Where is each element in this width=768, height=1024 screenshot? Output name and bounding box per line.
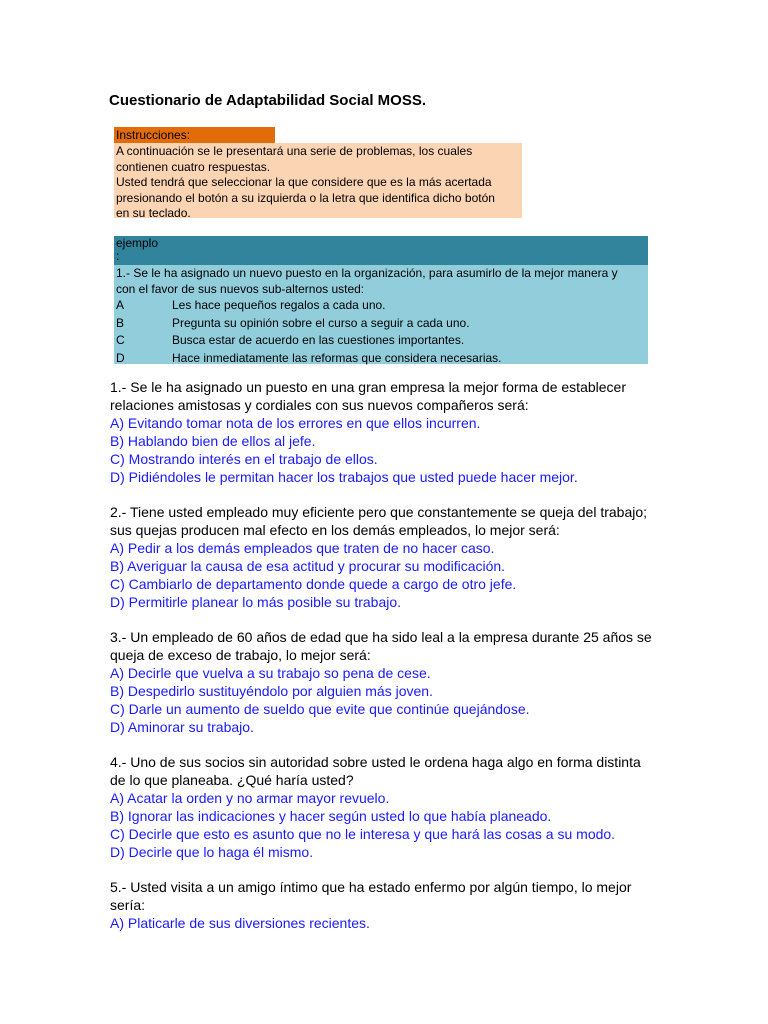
example-question-line: con el favor de sus nuevos sub-alternos usted: [116, 282, 365, 296]
question-text: queja de exceso de trabajo, lo mejor será: [110, 647, 371, 663]
question-text: 3.- Un empleado de 60 años de edad que ha sido leal a la empresa durante 25 años se [110, 629, 652, 645]
answer-option-c[interactable]: C) Decirle que esto es asunto que no le interesa y que hará las cosas a su modo. [110, 826, 616, 842]
question-list [110, 378, 655, 949]
instructions-line: A continuación se le presentará una serie de problemas, los cuales [116, 144, 473, 158]
example-option-letter: B [116, 315, 125, 330]
question-text: 5.- Usted visita a un amigo íntimo que ha estado enfermo por algún tiempo, lo mejor [110, 879, 632, 895]
example-question-line: 1.- Se le ha asignado un nuevo puesto en la organización, para asumirlo de la mejor manera y [116, 266, 618, 280]
example-option-text: Hace inmediatamente las reformas que considera necesarias. [172, 350, 502, 365]
answer-option-a[interactable]: A) Platicarle de sus diversiones recientes. [110, 915, 370, 931]
answer-option-d[interactable]: D) Aminorar su trabajo. [110, 719, 254, 735]
example-option-letter: A [116, 298, 125, 312]
instructions-line: presionando el botón a su izquierda o la letra que identifica dicho botón [116, 190, 495, 205]
example-heading [114, 236, 648, 265]
example-option-text: Busca estar de acuerdo en las cuestiones importantes. [172, 333, 465, 347]
instructions-line: Usted tendrá que seleccionar la que considere que es la más acertada [116, 175, 492, 190]
answer-option-a[interactable]: A) Evitando tomar nota de los errores en que ellos incurren. [110, 415, 481, 431]
question-2 [110, 503, 655, 611]
answer-option-c[interactable]: C) Mostrando interés en el trabajo de ellos. [110, 451, 378, 467]
instructions-heading: Instrucciones: [114, 127, 275, 143]
question-text: 1.- Se le ha asignado un puesto en una gran empresa la mejor forma de establecer [110, 379, 626, 395]
instructions-body [114, 143, 522, 221]
question-3 [110, 628, 655, 736]
question-text: relaciones amistosas y cordiales con sus nuevos compañeros será: [110, 397, 529, 413]
answer-option-b[interactable]: B) Ignorar las indicaciones y hacer según usted lo que había planeado. [110, 808, 552, 824]
example-heading-colon: : [116, 249, 120, 263]
answer-option-b[interactable]: B) Hablando bien de ellos al jefe. [110, 433, 316, 449]
instructions-line: contienen cuatro respuestas. [116, 159, 271, 174]
answer-option-b[interactable]: B) Averiguar la causa de esa actitud y procurar su modificación. [110, 558, 506, 574]
example-body [114, 265, 648, 364]
instructions-line: en su teclado. [116, 206, 191, 221]
answer-option-a[interactable]: A) Decirle que vuelva a su trabajo so pena de cese. [110, 665, 431, 681]
example-heading-label: ejemplo [116, 236, 159, 250]
example-option-b[interactable] [116, 315, 646, 333]
question-5 [110, 878, 655, 932]
question-text: sus quejas producen mal efecto en los demás empleados, lo mejor será: [110, 522, 560, 538]
question-text: 2.- Tiene usted empleado muy eficiente pero que constantemente se queja del trabajo; [110, 504, 648, 520]
question-4 [110, 753, 655, 861]
answer-option-a[interactable]: A) Acatar la orden y no armar mayor revuelo. [110, 790, 390, 806]
page-title: Cuestionario de Adaptabilidad Social MOSS. [109, 92, 426, 109]
example-option-text: Pregunta su opinión sobre el curso a seguir a cada uno. [172, 315, 470, 330]
answer-option-d[interactable]: D) Permitirle planear lo más posible su trabajo. [110, 594, 402, 610]
example-option-d[interactable] [116, 350, 646, 368]
answer-option-a[interactable]: A) Pedir a los demás empleados que traten de no hacer caso. [110, 540, 495, 556]
question-text: 4.- Uno de sus socios sin autoridad sobre usted le ordena haga algo en forma distinta [110, 754, 641, 770]
question-1 [110, 378, 655, 486]
example-option-a[interactable] [116, 297, 646, 315]
answer-option-d[interactable]: D) Decirle que lo haga él mismo. [110, 844, 314, 860]
question-text: de lo que planeaba. ¿Qué haría usted? [110, 772, 354, 788]
answer-option-d[interactable]: D) Pidiéndoles le permitan hacer los trabajos que usted puede hacer mejor. [110, 469, 578, 485]
example-option-letter: C [116, 333, 125, 347]
answer-option-c[interactable]: C) Darle un aumento de sueldo que evite que continúe quejándose. [110, 701, 530, 717]
question-text: sería: [110, 897, 146, 913]
answer-option-b[interactable]: B) Despedirlo sustituyéndolo por alguien más joven. [110, 683, 433, 699]
example-option-text: Les hace pequeños regalos a cada uno. [172, 298, 386, 312]
example-option-c[interactable] [116, 332, 646, 350]
example-option-letter: D [116, 350, 125, 365]
answer-option-c[interactable]: C) Cambiarlo de departamento donde quede a cargo de otro jefe. [110, 576, 517, 592]
